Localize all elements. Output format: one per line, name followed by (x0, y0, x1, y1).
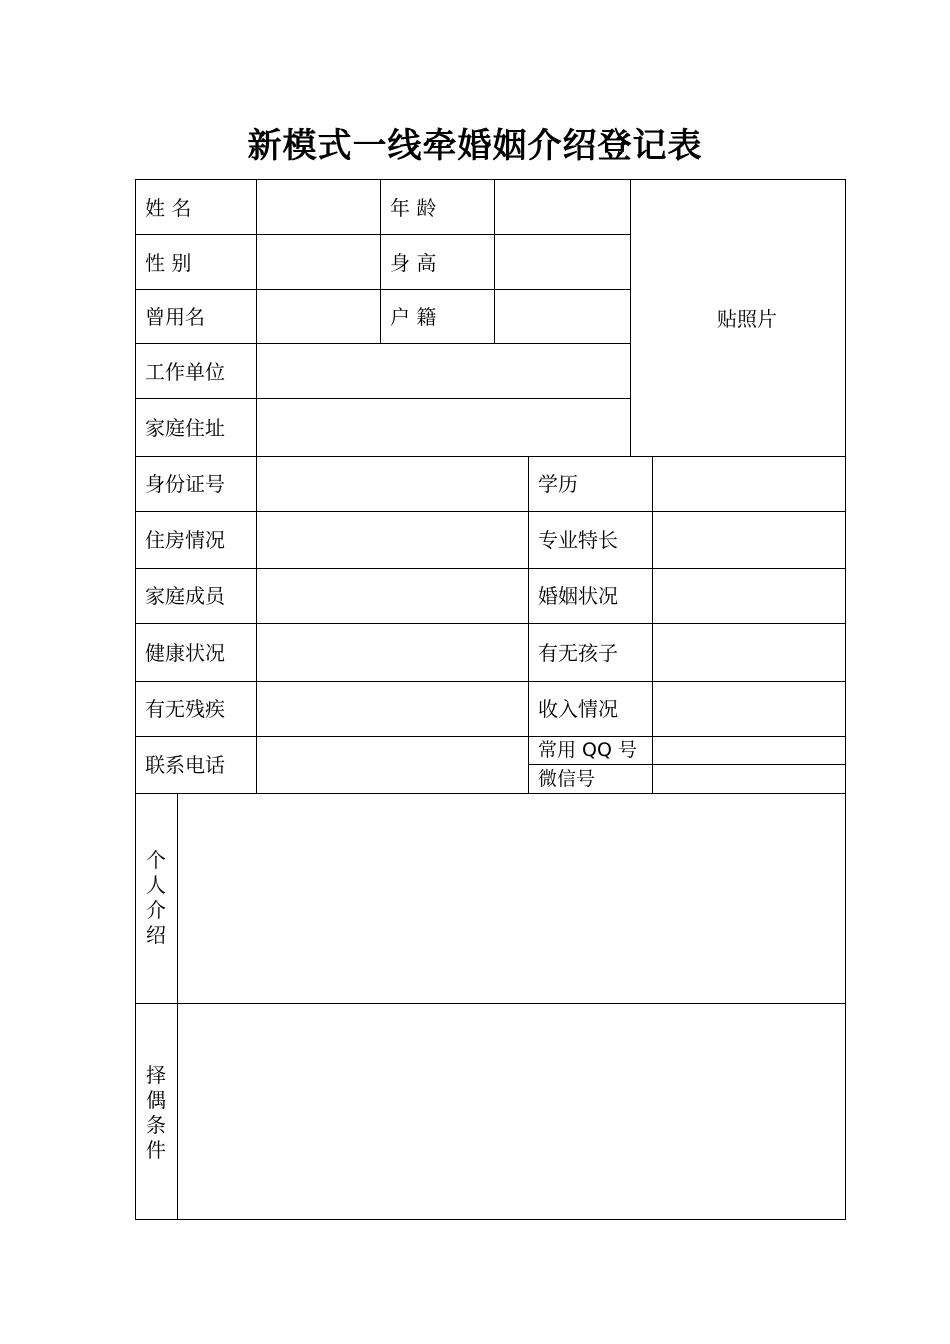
label-address: 家庭住址 (145, 416, 225, 440)
table-border-bottom (135, 1219, 846, 1220)
label-disability: 有无残疾 (145, 697, 225, 721)
row-divider (135, 511, 846, 512)
row-divider (135, 681, 846, 682)
column-divider (380, 179, 381, 344)
row-divider (135, 343, 631, 344)
row-divider (135, 568, 846, 569)
label-name: 姓 名 (145, 196, 192, 220)
column-divider (177, 793, 178, 1220)
label-height: 身 高 (390, 251, 437, 275)
label-income: 收入情况 (538, 697, 618, 721)
label-family-members: 家庭成员 (145, 584, 225, 608)
label-workplace: 工作单位 (145, 360, 225, 384)
label-specialty: 专业特长 (538, 528, 618, 552)
column-divider (630, 179, 631, 456)
label-health: 健康状况 (145, 641, 225, 665)
label-personal-intro: 个 人 介 绍 (146, 848, 166, 947)
label-former-name: 曾用名 (145, 305, 205, 329)
row-divider (135, 1003, 846, 1004)
column-divider (494, 179, 495, 344)
label-children: 有无孩子 (538, 641, 618, 665)
column-divider (528, 456, 529, 794)
column-divider (652, 456, 653, 794)
label-education: 学历 (538, 472, 578, 496)
label-phone: 联系电话 (145, 753, 225, 777)
form-title: 新模式一线牵婚姻介绍登记表 (247, 126, 703, 166)
table-border-top (135, 179, 846, 180)
row-divider (135, 398, 631, 399)
label-wechat: 微信号 (538, 768, 596, 790)
table-border-left (135, 179, 136, 1220)
label-marital-status: 婚姻状况 (538, 584, 618, 608)
label-qq: 常用 QQ 号 (538, 739, 637, 761)
label-household: 户 籍 (390, 305, 437, 329)
photo-placeholder: 贴照片 (717, 307, 777, 331)
row-divider (135, 289, 631, 290)
row-divider (135, 623, 846, 624)
label-partner-criteria: 择 偶 条 件 (146, 1063, 166, 1162)
table-border-right (845, 179, 846, 1220)
row-divider (135, 234, 631, 235)
row-divider (135, 793, 846, 794)
label-id-number: 身份证号 (145, 472, 225, 496)
column-divider (256, 456, 257, 794)
label-age: 年 龄 (390, 196, 437, 220)
column-divider (256, 179, 257, 456)
label-housing: 住房情况 (145, 528, 225, 552)
row-divider (528, 764, 846, 765)
label-gender: 性 别 (145, 251, 192, 275)
row-divider (135, 736, 846, 737)
row-divider (135, 456, 846, 457)
